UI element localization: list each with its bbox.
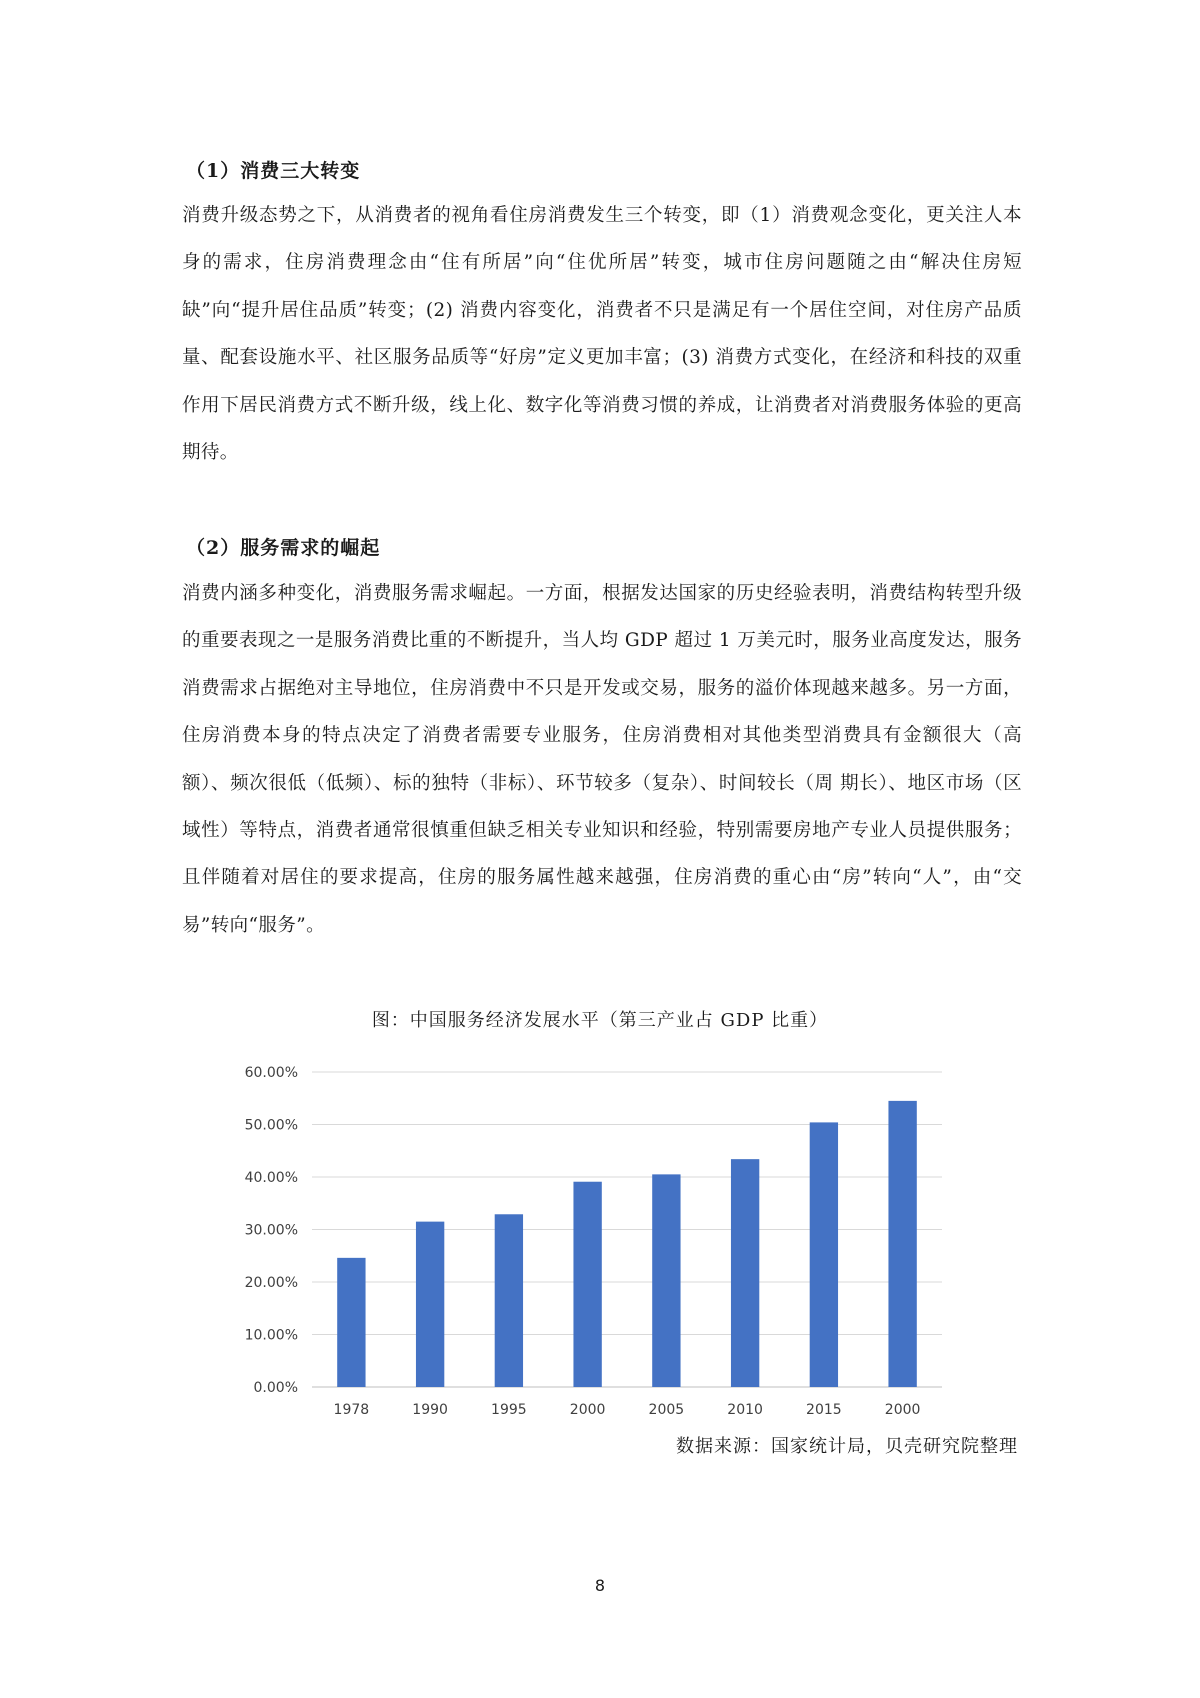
bar-5 [731, 1159, 759, 1387]
y-tick-label: 0.00% [253, 1380, 298, 1396]
x-tick-label: 2010 [727, 1402, 763, 1418]
chart-x-ticks [334, 1402, 921, 1418]
y-tick-label: 40.00% [244, 1170, 298, 1186]
y-tick-label: 30.00% [244, 1222, 298, 1239]
y-tick-label: 60.00% [244, 1065, 298, 1081]
bar-0 [337, 1258, 365, 1387]
data-source-note: 数据来源：国家统计局，贝壳研究院整理 [676, 1436, 1018, 1457]
y-tick-label: 20.00% [244, 1275, 298, 1291]
y-tick-label: 10.00% [244, 1327, 298, 1344]
x-tick-label: 1978 [333, 1402, 370, 1418]
section-1-paragraph: 消费升级态势之下，从消费者的视角看住房消费发生三个转变，即（1）消费观念变化，更关注人本身的需求，住房消费理念由“住有所居”向“住优所居”转变，城市住房问题随之由“解决住房短缺”向“提升居住品质”转变；(2) 消费内容变化，消费者不只是满足有一个居住空间，对住房产品质量、配套设施水平、社区服务品质等“好房”定义更加丰富；(3) 消费方式变化，在经济和科技的双重作用下居民消费方式不断升级，线上化、数字化等消费习惯的养成，让消费者对消费服务体验的更高期待。 [182, 205, 1022, 464]
section-2-heading: （2）服务需求的崛起 [186, 537, 381, 559]
x-tick-label: 1995 [491, 1402, 527, 1418]
bar-4 [652, 1174, 680, 1387]
chart-gridlines [312, 1072, 942, 1387]
section-1-heading: （1）消费三大转变 [186, 160, 361, 182]
section-2-paragraph: 消费内涵多种变化，消费服务需求崛起。一方面，根据发达国家的历史经验表明，消费结构转型升级的重要表现之一是服务消费比重的不断提升，当人均 GDP 超过 1 万美元时，服务业高度发达，服务消费需求占据绝对主导地位，住房消费中不只是开发或交易，服务的溢价体现越来越多。另一方面，住房消费本身的特点决定了消费者需要专业服务，住房消费相对其他类型消费具有金额很大（高额）、频次很低（低频）、标的独特（非标）、环节较多（复杂）、时间较长（周 期长）、地区市场（区域性）等特点，消费者通常很慎重但缺乏相关专业知识和经验，特别需要房地产专业人员提供服务；且伴随着对居住的要求提高，住房的服务属性越来越强，住房消费的重心由“房”转向“人”，由“交易”转向“服务”。 [182, 583, 1022, 936]
x-tick-label: 1990 [412, 1402, 448, 1418]
page-number: 8 [594, 1576, 606, 1595]
x-tick-label: 2005 [648, 1402, 685, 1418]
x-tick-label: 2015 [806, 1402, 842, 1418]
chart-y-ticks [245, 1065, 298, 1396]
chart-title: 图：中国服务经济发展水平（第三产业占 GDP 比重） [371, 1010, 829, 1031]
bar-3 [573, 1182, 601, 1387]
y-tick-label: 50.00% [244, 1117, 298, 1134]
x-tick-label: 2000 [569, 1402, 606, 1418]
x-tick-label: 2000 [884, 1402, 921, 1418]
bar-2 [495, 1214, 523, 1387]
bar-chart [230, 1050, 950, 1430]
chart-bars [337, 1101, 917, 1387]
bar-1 [416, 1222, 444, 1387]
bar-6 [810, 1122, 838, 1387]
bar-7 [888, 1101, 916, 1387]
